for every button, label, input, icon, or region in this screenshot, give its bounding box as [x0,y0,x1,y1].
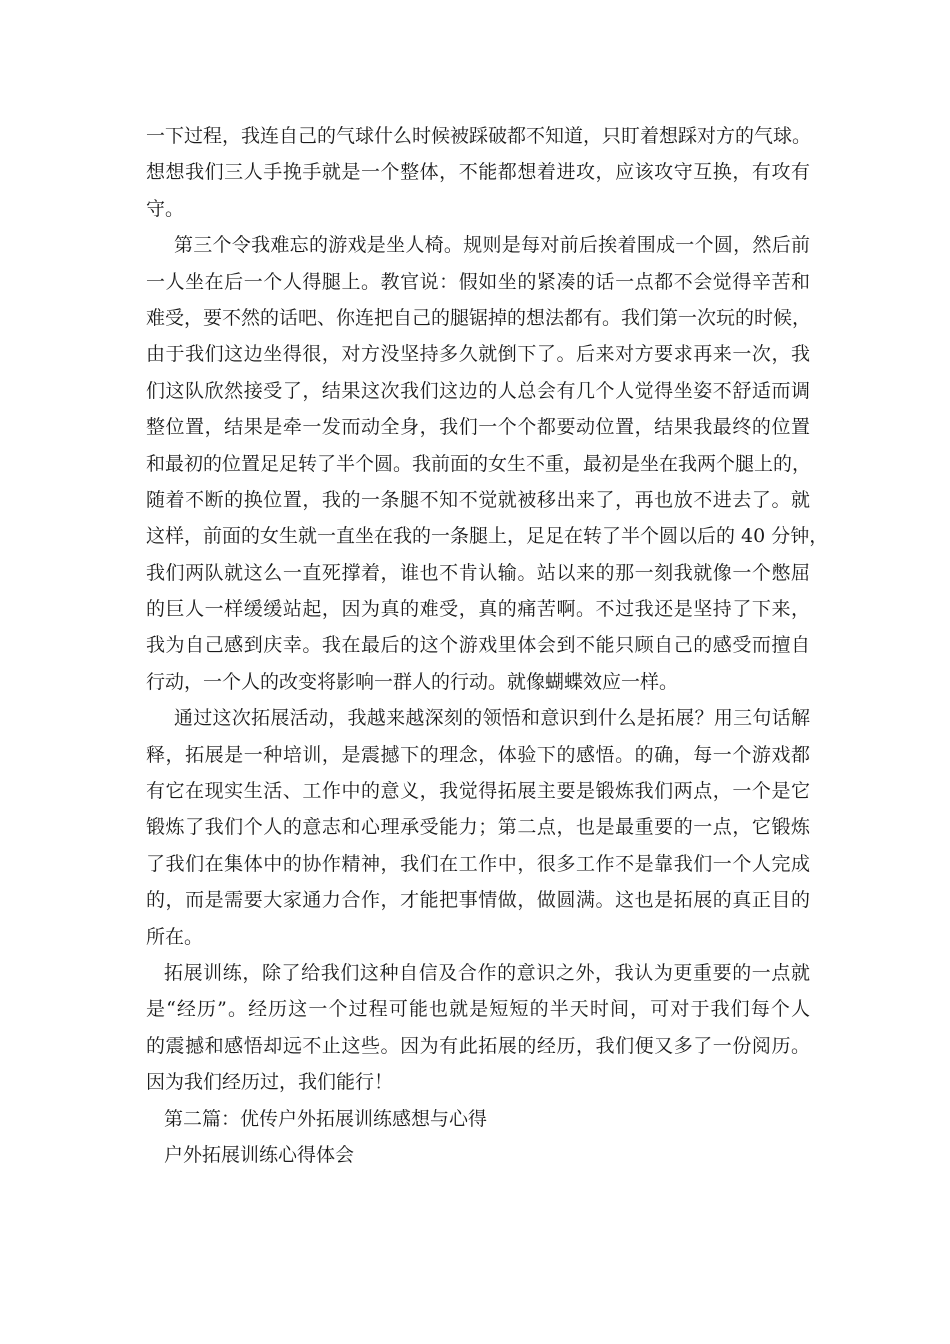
paragraph [146,227,829,700]
text-line: 一人坐在后一个人得腿上。教官说：假如坐的紧凑的话一点都不会觉得辛苦和 [146,270,810,293]
text-line: 行动，一个人的改变将影响一群人的行动。就像蝴蝶效应一样。 [146,670,679,693]
text-line: 难受，要不然的话吧、你连把自己的腿锯掉的想法都有。我们第一次玩的时候， [146,306,812,329]
text-line: 这样，前面的女生就一直坐在我的一条腿上，足足在转了半个圆以后的 40 分钟， [146,525,829,548]
text-line: 们这队欣然接受了，结果这次我们这边的人总会有几个人觉得坐姿不舒适而调 [146,379,810,402]
text-line: 由于我们这边坐得很，对方没坚持多久就倒下了。后来对方要求再来一次，我 [146,343,810,366]
paragraph [146,955,810,1101]
text-line: 的巨人一样缓缓站起，因为真的难受，真的痛苦啊。不过我还是坚持了下来， [146,598,810,621]
text-line: 拓展训练，除了给我们这种自信及合作的意识之外，我认为更重要的一点就 [164,961,810,984]
text-line: 一下过程，我连自己的气球什么时候被踩破都不知道，只盯着想踩对方的气球。 [146,125,812,147]
text-line: 释，拓展是一种培训，是震撼下的理念，体验下的感悟。的确，每一个游戏都 [146,743,810,766]
text-line: 因为我们经历过，我们能行！ [146,1071,394,1094]
paragraph [146,1101,810,1137]
text-line: 我为自己感到庆幸。我在最后的这个游戏里体会到不能只顾自己的感受而擅自 [146,634,810,657]
text-line: 所在。 [146,925,204,948]
text-line: 第二篇：优传户外拓展训练感想与心得 [164,1107,488,1130]
text-line: 通过这次拓展活动，我越来越深刻的领悟和意识到什么是拓展？用三句话解 [174,707,810,730]
text-line: 和最初的位置足足转了半个圆。我前面的女生不重，最初是坐在我两个腿上的， [146,452,812,475]
document-body [146,118,829,1173]
text-line: 整位置，结果是牵一发而动全身，我们一个个都要动位置，结果我最终的位置 [146,416,810,439]
text-line: 想想我们三人手挽手就是一个整体，不能都想着进攻，应该攻守互换，有攻有 [146,161,810,184]
paragraph [146,1137,810,1173]
text-line: 是“经历”。经历这一个过程可能也就是短短的半天时间，可对于我们每个人 [146,998,810,1021]
text-line: 守。 [146,197,185,220]
text-line: 的震撼和感悟却远不止这些。因为有此拓展的经历，我们便又多了一份阅历。 [146,1034,810,1057]
text-line: 随着不断的换位置，我的一条腿不知不觉就被移出来了，再也放不进去了。就 [146,488,810,511]
text-line: 锻炼了我们个人的意志和心理承受能力；第二点，也是最重要的一点，它锻炼 [146,816,810,839]
paragraph [146,118,810,227]
text-line: 我们两队就这么一直死撑着，谁也不肯认输。站以来的那一刻我就像一个憋屈 [146,561,810,584]
text-line: 第三个令我难忘的游戏是坐人椅。规则是每对前后挨着围成一个圆，然后前 [174,234,810,257]
paragraph [146,700,810,955]
text-line: 的，而是需要大家通力合作，才能把事情做，做圆满。这也是拓展的真正目的 [146,889,810,912]
text-line: 了我们在集体中的协作精神，我们在工作中，很多工作不是靠我们一个人完成 [146,852,810,875]
text-line: 有它在现实生活、工作中的意义，我觉得拓展主要是锻炼我们两点，一个是它 [146,780,810,803]
text-line: 户外拓展训练心得体会 [164,1143,355,1166]
